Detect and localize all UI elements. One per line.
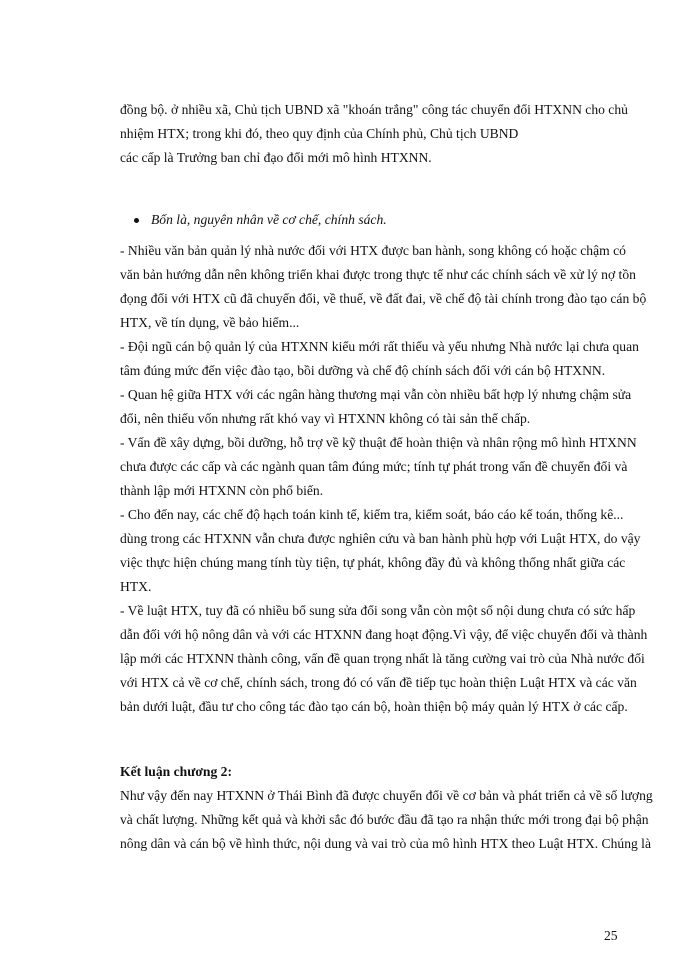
text-line: bản dưới luật, đầu tư cho công tác đào tạo cán bộ, hoàn thiện bộ máy quản lý HTX ở các cấp.: [120, 699, 628, 714]
bullet-heading: [120, 208, 620, 232]
list-item: [120, 383, 632, 431]
bullet-heading-text: Bốn là, nguyên nhân về cơ chế, chính sách.: [151, 212, 387, 227]
text-line: đọng đối với HTX cũ đã chuyển đổi, về thuế, về đất đai, về chế độ tài chính trong đào tạo cán bộ: [120, 291, 647, 306]
text-line: với HTX cả về cơ chế, chính sách, trong đó có vấn đề tiếp tục hoàn thiện Luật HTX và các văn: [120, 675, 637, 690]
text-line: - Vấn đề xây dựng, bồi dưỡng, hỗ trợ về kỹ thuật để hoàn thiện và nhân rộng mô hình HTXNN: [120, 435, 637, 450]
text-line: các cấp là Trưởng ban chỉ đạo đổi mới mô hình HTXNN.: [120, 150, 432, 165]
conclusion-heading: Kết luận chương 2:: [120, 764, 232, 779]
text-line: và chất lượng. Những kết quả và khởi sắc đó bước đầu đã tạo ra nhận thức mới trong đại bộ phận: [120, 812, 649, 827]
bullet-dot-icon: [134, 218, 139, 223]
text-line: dẫn đối với hộ nông dân và với các HTXNN đang hoạt động.Vì vậy, để việc chuyển đổi và thành: [120, 627, 648, 642]
text-line: nhiệm HTX; trong khi đó, theo quy định của Chính phủ, Chủ tịch UBND: [120, 126, 519, 141]
text-line: - Đội ngũ cán bộ quản lý của HTXNN kiểu mới rất thiếu và yếu nhưng Nhà nước lại chưa quan: [120, 339, 639, 354]
text-line: HTX, về tín dụng, về bảo hiểm...: [120, 315, 300, 330]
text-line: đổi, nên thiếu vốn nhưng rất khó vay vì HTXNN không có tài sản thế chấp.: [120, 411, 531, 426]
text-line: dùng trong các HTXNN vẫn chưa được nghiên cứu và ban hành phù hợp với Luật HTX, do vậy: [120, 531, 641, 546]
conclusion-paragraph: [120, 784, 653, 856]
cause-list: [120, 239, 648, 719]
text-line: - Cho đến nay, các chế độ hạch toán kinh tế, kiểm tra, kiểm soát, báo cáo kế toán, thống kê...: [120, 507, 624, 522]
list-item: [120, 599, 648, 719]
list-item: [120, 431, 637, 503]
text-line: việc thực hiện chúng mang tính tùy tiện, tự phát, không đầy đủ và không thống nhất giữa các: [120, 555, 626, 570]
list-item: [120, 335, 639, 383]
text-line: đồng bộ. ở nhiều xã, Chủ tịch UBND xã "khoán trắng" công tác chuyển đổi HTXNN cho chủ: [120, 102, 628, 117]
text-line: thành lập mới HTXNN còn phổ biến.: [120, 483, 324, 498]
text-line: - Nhiều văn bản quản lý nhà nước đối với HTX được ban hành, song không có hoặc chậm có: [120, 243, 626, 258]
text-line: HTX.: [120, 579, 152, 594]
text-line: - Quan hệ giữa HTX với các ngân hàng thương mại vẫn còn nhiều bất hợp lý nhưng chậm sửa: [120, 387, 632, 402]
text-line: văn bản hướng dẫn nên không triển khai được trong thực tế như các chính sách về xử lý nợ tồn: [120, 267, 636, 282]
intro-paragraph: [120, 98, 628, 170]
list-item: [120, 239, 647, 335]
text-line: - Về luật HTX, tuy đã có nhiều bổ sung sửa đổi song vẫn còn một số nội dung chưa có sức hấp: [120, 603, 636, 618]
list-item: [120, 503, 641, 599]
text-line: Như vậy đến nay HTXNN ở Thái Bình đã được chuyển đổi về cơ bản và phát triển cả về số lượng: [120, 788, 653, 803]
text-line: nông dân và cán bộ về hình thức, nội dung và vai trò của mô hình HTX theo Luật HTX. Chúng là: [120, 836, 651, 851]
page-number: 25: [604, 928, 618, 943]
text-line: chưa được các cấp và các ngành quan tâm đúng mức; tính tự phát trong vấn đề chuyển đổi và: [120, 459, 628, 474]
text-line: lập mới các HTXNN thành công, vấn đề quan trọng nhất là tăng cường vai trò của Nhà nước đối: [120, 651, 645, 666]
text-line: tâm đúng mức đến việc đào tạo, bồi dưỡng và chế độ chính sách đối với cán bộ HTXNN.: [120, 363, 606, 378]
